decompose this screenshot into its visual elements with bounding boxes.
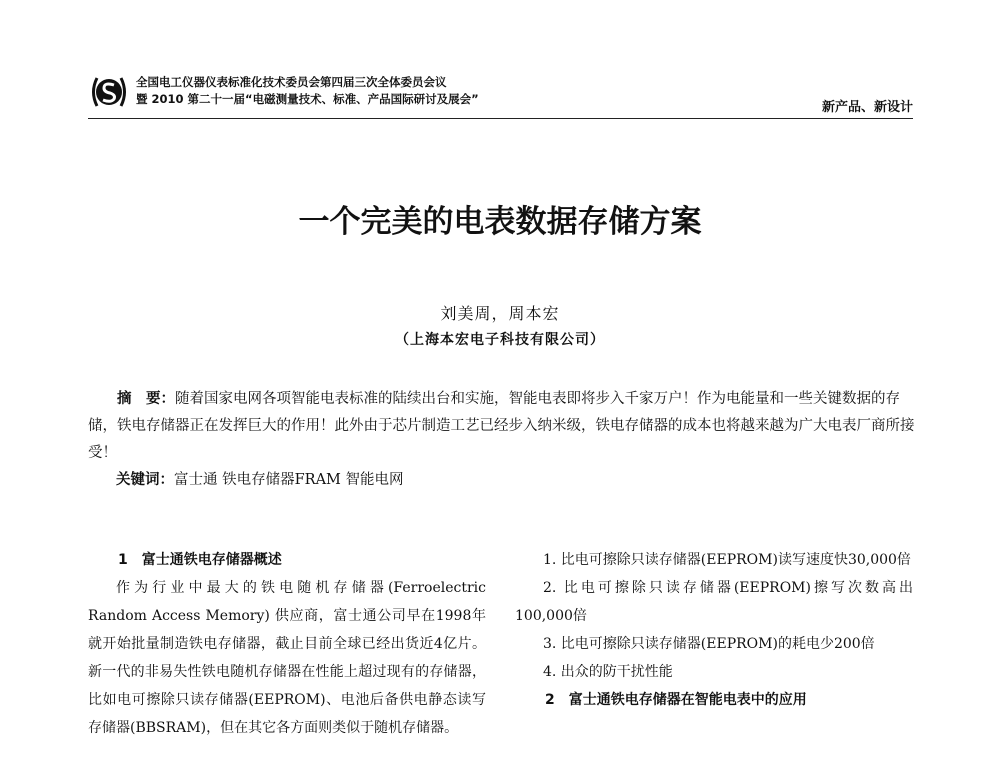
section-1-heading: 1 富士通铁电存储器概述: [118, 552, 282, 568]
journal-logo: [88, 74, 130, 110]
conference-name: [136, 74, 479, 108]
authors: 刘美周，周本宏: [440, 304, 560, 323]
conference-line-2: 暨 2010 第二十一届“电磁测量技术、标准、产品国际研讨及展会”: [136, 92, 479, 106]
abstract-label: 摘 要：: [117, 391, 175, 407]
conference-line-1: 全国电工仪器仪表标准化技术委员会第四届三次全体委员会议: [136, 75, 447, 89]
feature-item-3: 3. 比电可擦除只读存储器(EEPROM)的耗电少200倍: [543, 636, 875, 652]
feature-item-2: 2. 比电可擦除只读存储器(EEPROM)擦写次数高出100,000倍: [515, 580, 913, 624]
abstract: [88, 386, 916, 467]
paper-title: 一个完美的电表数据存储方案: [298, 204, 702, 240]
section-tag: 新产品、新设计: [821, 100, 913, 115]
abstract-text: 随着国家电网各项智能电表标准的陆续出台和实施，智能电表即将步入千家万户！作为电能量和一些关键数据的存储，铁电存储器正在发挥巨大的作用！此外由于芯片制造工艺已经步入纳米级，铁电存储器的成本也将越来越为广大电表厂商所接受！: [88, 391, 915, 461]
keywords-label: 关键词：: [116, 472, 174, 488]
header-rule: [88, 118, 913, 119]
keywords-text: 富士通 铁电存储器FRAM 智能电网: [174, 472, 404, 488]
section-1-paragraph: 作为行业中最大的铁电随机存储器(Ferroelectric Random Access Memory) 供应商，富士通公司早在1998年就开始批量制造铁电存储器，截止目前全球已经出货近4亿片。新一代的非易失性铁电随机存储器在性能上超过现有的存储器，比如电可擦除只读存储器(EEPROM)、电池后备供电静态读写存储器(BBSRAM)，但在其它各方面则类似于随机存储器。: [88, 580, 486, 736]
feature-item-4: 4. 出众的防干扰性能: [543, 664, 673, 680]
affiliation: （上海本宏电子科技有限公司）: [395, 332, 605, 348]
keywords: [116, 467, 896, 494]
left-column: [88, 546, 486, 742]
running-header: [88, 66, 913, 120]
section-2-heading: 2 富士通铁电存储器在智能电表中的应用: [545, 692, 807, 708]
right-column: [515, 546, 913, 714]
feature-item-1: 1. 比电可擦除只读存储器(EEPROM)读写速度快30,000倍: [543, 552, 911, 568]
